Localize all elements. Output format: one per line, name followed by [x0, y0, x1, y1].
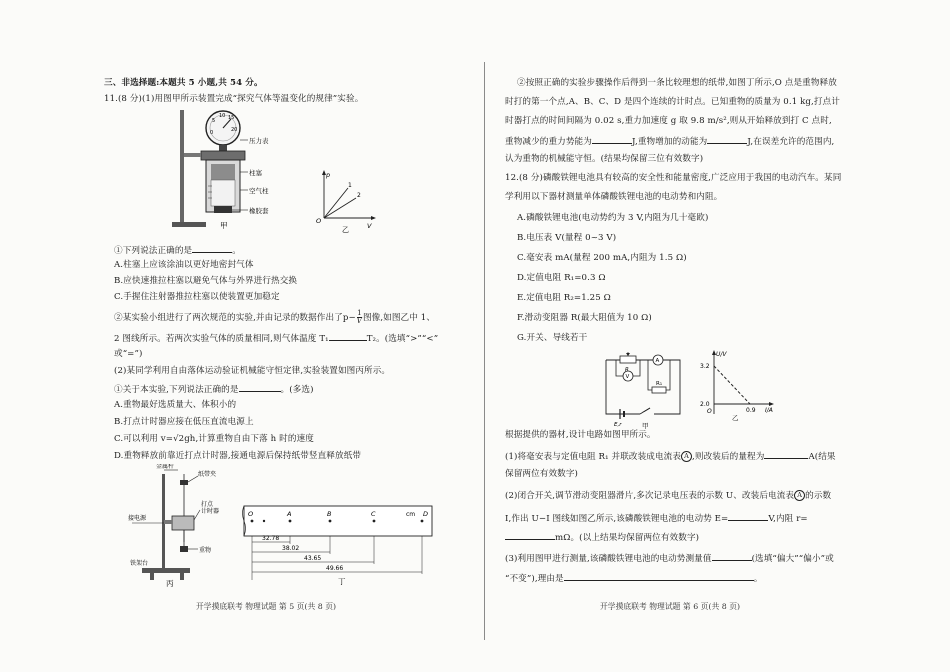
- tick-3-2: 3.2: [700, 363, 710, 370]
- gauge-num-20: 20: [231, 127, 238, 133]
- yi-v-label: V: [367, 222, 372, 230]
- figure-bing-apparatus: [128, 464, 238, 588]
- figure-yi-p-1v-graph: [310, 168, 382, 236]
- tape-dot-a: [289, 520, 292, 523]
- tape-point-c: C: [371, 510, 376, 518]
- q12-item-a: A.磷酸铁锂电池(电动势约为 3 V,内阻为几十毫欧): [517, 213, 709, 223]
- yi-caption: 乙: [342, 226, 349, 234]
- figure-ding-caption: 丁: [338, 577, 346, 586]
- q12-3-line1: (3)利用图甲进行测量,该磷酸铁锂电池的电动势测量值 (选填“偏大”“偏小”或: [505, 551, 834, 565]
- q12-design: 根据提供的器材,设计电路如图甲所示。: [505, 430, 656, 440]
- yi-curve2: 2: [357, 192, 361, 199]
- tape-dot-d: [421, 520, 424, 523]
- top-block: [201, 151, 245, 160]
- q12-item-e: E.定值电阻 R₂=1.25 Ω: [517, 293, 611, 303]
- q11-intro: 11.(8 分)(1)用图甲所示装置完成“探究气体等温变化的规律”实验。: [104, 94, 364, 104]
- section-title: 三、非选择题:本题共 5 小题,共 54 分。: [104, 78, 263, 88]
- air-column: [211, 180, 235, 206]
- tape-unit: cm: [406, 511, 416, 518]
- gauge-num-5: 5: [212, 118, 216, 124]
- q12-item-g: G.开关、导线若干: [517, 333, 588, 343]
- rubber-cap: [214, 206, 232, 213]
- q12-3-line2: “不变”),理由是 。: [505, 571, 762, 585]
- label-tape-clip: 纸带夹: [198, 471, 217, 478]
- tape-point-o: O: [248, 510, 254, 518]
- q11-2-2-line5: 认为重物的机械能守恒。(结果均保留三位有效数字): [505, 154, 704, 164]
- q12-item-d: D.定值电阻 R₁=0.3 Ω: [517, 273, 606, 283]
- q11-1-2-cont: 2 图线所示。若两次实验气体的质量相同,则气体温度 T₁ T₂。(选填“>”“<”: [114, 331, 438, 345]
- label-v: V: [625, 374, 630, 380]
- option-2a: A.重物最好选质量大、体积小的: [114, 400, 237, 410]
- q11-2-2-line3: 时器打点的时间间隔为 0.02 s,重力加速度 g 取 9.8 m/s²,则从开始释放到打 C 点时,: [505, 116, 832, 126]
- label-stand: 铁架台: [130, 560, 149, 567]
- tape-point-d: D: [423, 510, 429, 518]
- tape-clip: [180, 480, 188, 485]
- line-1: [324, 188, 348, 218]
- q11-2-1: ①关于本实验,下列说法正确的是 。(多选): [114, 382, 314, 396]
- circuit-caption: 甲: [642, 422, 649, 430]
- q12-2-line3: mΩ。(以上结果均保留两位有效数字): [505, 530, 699, 544]
- dist-oc: 43.65: [304, 555, 322, 562]
- option-2c: C.可以利用 v=√2gh,计算重物自由下落 h 时的速度: [114, 434, 314, 444]
- tape-dot-o: [251, 520, 254, 523]
- u-axis-label: U/V: [716, 351, 727, 358]
- dist-ob: 38.02: [282, 545, 300, 552]
- resistor-r1: [652, 387, 666, 393]
- q11-2-2-line4: 重物减少的重力势能为 J,重物增加的动能为 J,在误差允许的范围内,: [505, 134, 834, 148]
- q12-2-line1: (2)闭合开关,调节滑动变阻器滑片,多次记录电压表的示数 U、改装后电流表 A 的示数: [505, 491, 832, 501]
- circuit-outer-loop: [606, 360, 680, 414]
- footer-right: 开学摸底联考 物理试题 第 6 页(共 8 页): [600, 602, 741, 611]
- plunger: [211, 164, 235, 180]
- label-metal-rod: 金属杆: [156, 464, 175, 470]
- label-timer-1: 打点: [201, 501, 214, 508]
- q11-2-intro: (2)某同学利用自由落体运动验证机械能守恒定律,实验装置如图丙所示。: [114, 366, 391, 376]
- label-plunger: 柱塞: [249, 169, 262, 177]
- column-divider: [484, 62, 485, 640]
- figure-jia-syringe: [168, 106, 278, 236]
- label-power: 接电源: [128, 515, 147, 522]
- ui-graph-caption: 乙: [732, 414, 739, 422]
- tick-0-9: 0.9: [746, 407, 756, 414]
- q12-line1: 12.(8 分)磷酸铁锂电池具有较高的安全性和能量密度,广泛应用于我国的电动汽车。某同: [505, 173, 842, 183]
- gauge-num-15: 15: [228, 115, 235, 121]
- stand-rod: [180, 110, 184, 226]
- weight: [180, 546, 188, 552]
- q11-2-2-line1: ②按照正确的实验步骤操作后得到一条比较理想的纸带,如图丁所示,O 点是重物释放: [517, 78, 837, 88]
- yi-p-label: p: [326, 171, 331, 179]
- stand-base: [172, 222, 206, 227]
- q12-1-line1: (1)将毫安表与定值电阻 R₁ 并联改装成电流表 A ,则改装后的量程为 A(结果: [505, 449, 836, 463]
- q12-1-line2: 保留两位有效数字): [505, 469, 579, 479]
- ui-line: [714, 366, 750, 404]
- dist-oa: 32.78: [262, 535, 280, 542]
- line-2: [324, 198, 356, 218]
- option-2d: D.重物释放前靠近打点计时器,接通电源后保持纸带竖直释放纸带: [114, 451, 362, 461]
- tape-dot-c: [373, 520, 376, 523]
- yi-curve1: 1: [348, 182, 352, 189]
- q11-1-2: ②某实验小组进行了两次规范的实验,并由记录的数据作出了p− $\frac{1}{V}$ 图像,如图乙中 1、: [114, 309, 436, 325]
- label-a: A: [655, 358, 660, 364]
- q12-item-b: B.电压表 V(量程 0~3 V): [517, 233, 617, 243]
- rheostat: [620, 356, 636, 363]
- label-rubber-cap: 橡胶套: [249, 207, 269, 215]
- q12-item-f: F.滑动变阻器 R(最大阻值为 10 Ω): [517, 313, 652, 323]
- option-2b: B.打点计时器应接在低压直流电源上: [114, 417, 254, 427]
- gauge-num-0: 0: [210, 130, 214, 136]
- label-weight: 重物: [199, 547, 212, 554]
- tick-2-0: 2.0: [700, 401, 710, 408]
- tape-dot-b: [329, 520, 332, 523]
- label-r: R: [625, 367, 629, 373]
- figure-jia-caption: 甲: [220, 221, 228, 230]
- figure-bing-caption: 丙: [166, 579, 174, 588]
- label-air-column: 空气柱: [249, 187, 269, 195]
- i-axis-label: I/A: [765, 407, 773, 414]
- q12-2-line2: I,作出 U−I 图线如图乙所示,该磷酸铁锂电池的电动势 E= V,内阻 r=: [505, 511, 808, 525]
- tape-strip: [244, 506, 432, 536]
- tape-point-b: B: [327, 510, 332, 518]
- label-er: E,r: [614, 422, 622, 428]
- tape-point-a: A: [287, 510, 292, 518]
- timer-box: [172, 516, 194, 530]
- figure-circuit-jia: [596, 350, 692, 430]
- option-1a: A.柱塞上应该涂油以更好地密封气体: [114, 260, 254, 270]
- option-1b: B.应快速推拉柱塞以避免气体与外界进行热交换: [114, 276, 298, 286]
- figure-ui-graph: [692, 348, 784, 430]
- label-r1: R₁: [656, 381, 663, 387]
- q11-1-2-end: 或“=”): [114, 349, 143, 359]
- footer-left: 开学摸底联考 物理试题 第 5 页(共 8 页): [196, 602, 337, 611]
- q11-2-2-line2: 时打的第一个点,A、B、C、D 是四个连续的计时点。已知重物的质量为 0.1 kg,打点计: [505, 97, 840, 107]
- gauge-num-10: 10: [219, 113, 226, 119]
- label-timer-2: 计时器: [201, 508, 220, 515]
- q12-item-c: C.毫安表 mA(量程 200 mA,内阻为 1.5 Ω): [517, 253, 687, 263]
- label-gauge: 压力表: [249, 137, 269, 145]
- q11-1-1: ①下列说法正确的是 。: [114, 243, 241, 257]
- option-1c: C.手握住注射器推拉柱塞以使装置更加稳定: [114, 292, 280, 302]
- q12-line2: 学利用以下器材测量单体磷酸铁锂电池的电动势和内阻。: [505, 192, 723, 202]
- yi-origin: O: [316, 217, 322, 225]
- figure-ding-tape: [240, 500, 436, 586]
- ui-origin: O: [707, 408, 712, 415]
- dist-od: 49.66: [326, 565, 344, 572]
